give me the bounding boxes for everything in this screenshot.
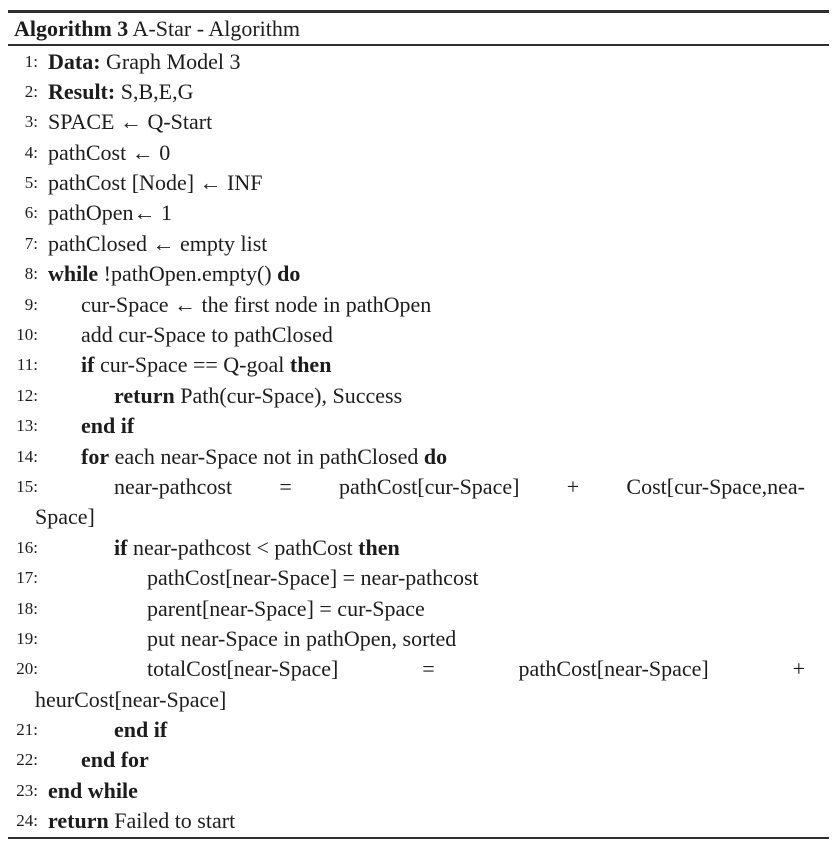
statement-text: Path(cur-Space), Success [174, 382, 403, 408]
algorithm-line [0, 107, 836, 137]
statement [114, 533, 836, 563]
keyword: then [289, 352, 332, 378]
line-number: 14: [16, 446, 38, 466]
statement-text: pathCost[near-Space] = near-pathcost [147, 565, 479, 591]
line-number: 4: [24, 142, 38, 162]
line-number: 13: [16, 416, 38, 436]
statement-text: add cur-Space to pathClosed [81, 322, 333, 348]
keyword: end while [48, 777, 138, 803]
algorithm-line [0, 776, 836, 806]
statement-word: pathCost[near-Space] [518, 656, 709, 682]
algorithm-body [0, 46, 836, 837]
statement [48, 776, 836, 806]
statement [48, 107, 836, 137]
algorithm-line [0, 563, 836, 593]
line-number: 16: [16, 537, 38, 557]
line-number: 5: [24, 173, 38, 193]
keyword: do [277, 261, 301, 287]
statement-text: pathCost [Node] ← INF [48, 170, 263, 196]
algorithm-line [0, 198, 836, 228]
statement-text: put near-Space in pathOpen, sorted [147, 625, 457, 651]
line-number: 19: [16, 628, 38, 648]
line-number: 2: [24, 81, 38, 101]
algorithm-line [0, 350, 836, 380]
algorithm-caption [0, 13, 836, 44]
keyword: end if [114, 717, 168, 743]
algorithm-line [0, 533, 836, 563]
statement-text: pathClosed ← empty list [48, 230, 268, 256]
statement-word: totalCost[near-Space] [147, 656, 339, 682]
keyword: for [81, 443, 110, 469]
statement-word: + [566, 473, 580, 499]
keyword: Data: [48, 48, 101, 74]
algorithm-line [0, 290, 836, 320]
algorithm-line [0, 138, 836, 168]
statement [48, 198, 836, 228]
algorithm-line [0, 472, 836, 502]
algorithm-line [0, 381, 836, 411]
statement-text: Failed to start [108, 808, 236, 834]
statement [147, 563, 836, 593]
algorithm-line [0, 442, 836, 472]
algorithm-line [0, 654, 836, 684]
statement-text: Graph Model 3 [100, 48, 241, 74]
algorithm-title: A-Star - Algorithm [128, 15, 300, 41]
statement-text: pathCost ← 0 [48, 139, 171, 165]
line-number: 17: [16, 568, 38, 588]
statement-word: Cost[cur-Space,nea- [626, 473, 805, 499]
statement [81, 290, 836, 320]
statement-word: + [792, 656, 805, 682]
line-number: 23: [16, 780, 38, 800]
algorithm-line [0, 624, 836, 654]
line-number: 22: [16, 750, 38, 770]
keyword: return [48, 808, 109, 834]
statement-text: parent[near-Space] = cur-Space [147, 595, 425, 621]
keyword: end if [81, 413, 135, 439]
keyword: do [423, 443, 448, 469]
statement-text: near-pathcost < pathCost [127, 534, 359, 560]
statement-text: each near-Space not in pathClosed [109, 443, 424, 469]
statement [114, 381, 836, 411]
statement-continuation: Space] [35, 504, 95, 530]
line-number: 20: [16, 659, 38, 679]
algorithm-line [0, 47, 836, 77]
algorithm-line [0, 411, 836, 441]
statement-word: = [422, 656, 435, 682]
line-number: 1: [24, 51, 38, 71]
statement [48, 806, 836, 836]
statement [147, 654, 805, 684]
algorithm-line [0, 168, 836, 198]
line-number: 15: [16, 476, 38, 496]
line-number: 11: [16, 355, 38, 375]
statement [81, 320, 836, 350]
keyword: Result: [48, 78, 116, 104]
line-number: 12: [16, 385, 38, 405]
statement [48, 259, 836, 289]
line-number: 9: [24, 294, 38, 314]
statement-word: = [279, 473, 292, 499]
algorithm-label: Algorithm 3 [14, 15, 129, 41]
statement-text: SPACE ← Q-Start [48, 109, 213, 135]
algorithm-line-continuation [0, 685, 836, 715]
statement-word: near-pathcost [114, 473, 233, 499]
statement [48, 47, 836, 77]
statement-text: cur-Space == Q-goal [94, 352, 290, 378]
statement [147, 624, 836, 654]
statement [114, 472, 805, 502]
statement-text: !pathOpen.empty() [98, 261, 278, 287]
bottom-rule [8, 837, 829, 840]
keyword: if [114, 534, 128, 560]
keyword: end for [81, 747, 149, 773]
algorithm-line [0, 745, 836, 775]
algorithm-line-continuation [0, 502, 836, 532]
statement [81, 411, 836, 441]
statement-text: S,B,E,G [115, 78, 194, 104]
statement [48, 168, 836, 198]
algorithm-line [0, 259, 836, 289]
algorithm-line [0, 320, 836, 350]
algorithm-figure [0, 10, 836, 860]
statement-text: cur-Space ← the first node in pathOpen [81, 291, 432, 317]
keyword: return [114, 382, 175, 408]
statement-word: pathCost[cur-Space] [339, 473, 520, 499]
line-number: 8: [24, 264, 38, 284]
statement [48, 138, 836, 168]
line-number: 3: [24, 112, 38, 132]
statement [81, 442, 836, 472]
algorithm-line [0, 806, 836, 836]
algorithm-line [0, 77, 836, 107]
statement-text: pathOpen← 1 [48, 200, 173, 226]
algorithm-line [0, 594, 836, 624]
line-number: 7: [24, 233, 38, 253]
keyword: then [358, 534, 400, 560]
statement [147, 594, 836, 624]
statement [81, 745, 836, 775]
statement-continuation: heurCost[near-Space] [35, 686, 227, 712]
statement [48, 229, 836, 259]
line-number: 10: [16, 325, 38, 345]
algorithm-line [0, 229, 836, 259]
line-number: 21: [16, 720, 38, 740]
keyword: if [81, 352, 95, 378]
line-number: 24: [16, 811, 38, 831]
statement [48, 77, 836, 107]
statement [114, 715, 836, 745]
algorithm-line [0, 715, 836, 745]
keyword: while [48, 261, 99, 287]
line-number: 18: [16, 598, 38, 618]
statement [81, 350, 836, 380]
line-number: 6: [24, 203, 38, 223]
